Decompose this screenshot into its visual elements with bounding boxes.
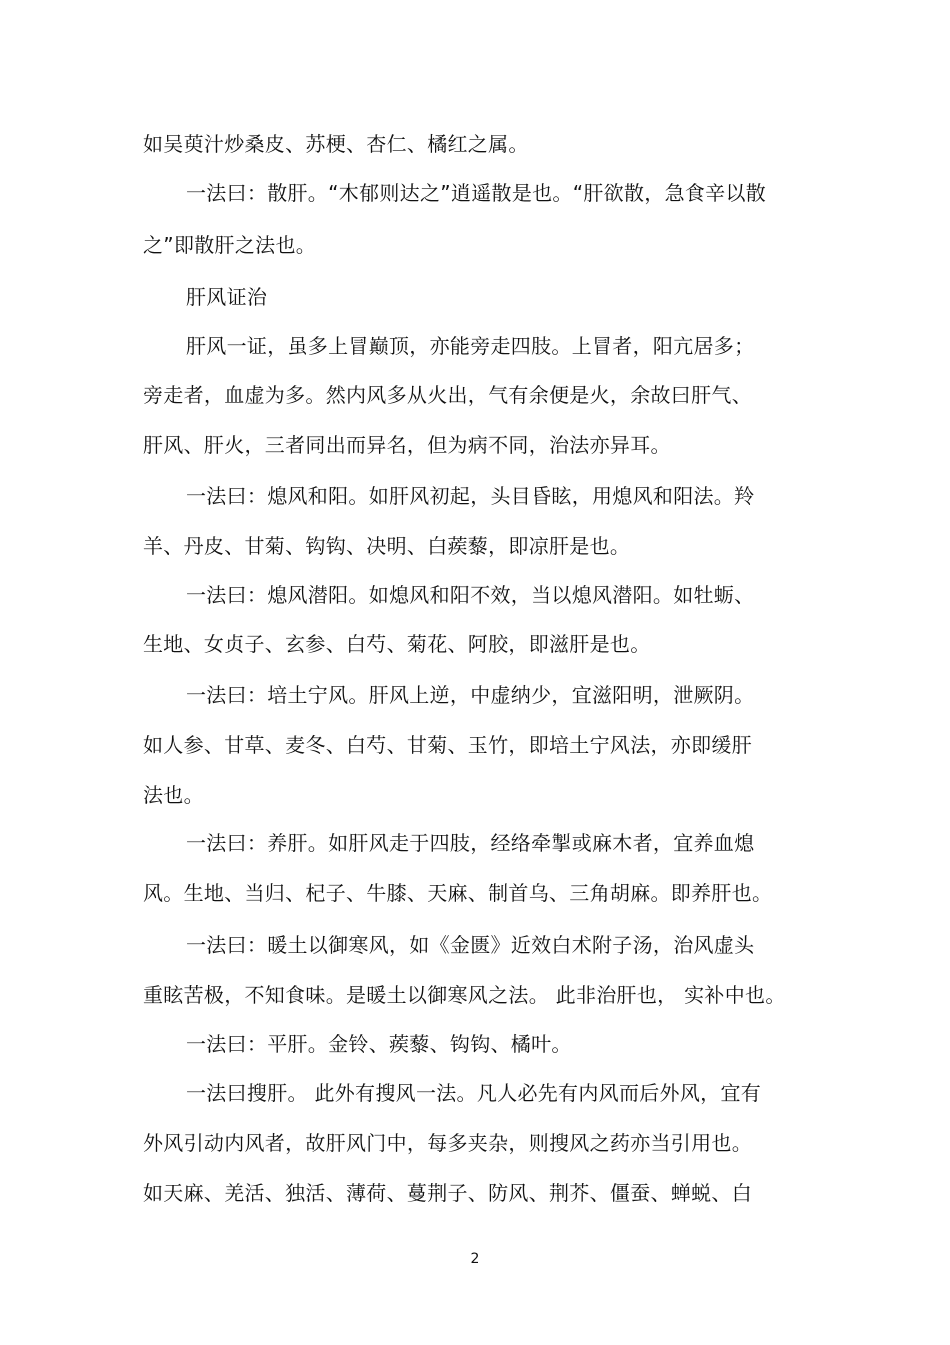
text-line: 如人参、甘草、麦冬、白芍、甘菊、玉竹，即培土宁风法，亦即缓肝: [143, 733, 752, 757]
text-line: 生地、女贞子、玄参、白芍、菊花、阿胶，即滋肝是也。: [143, 632, 651, 656]
text-line: 一法曰：散肝。“木郁则达之”逍遥散是也。“肝欲散，急食辛以散: [186, 181, 767, 205]
text-line: 一法曰：熄风潜阳。如熄风和阳不效，当以熄风潜阳。如牡蛎、: [186, 583, 755, 607]
section-heading: 肝风证治: [186, 285, 268, 309]
text-line: 一法曰：暖土以御寒风，如《金匮》近效白术附子汤，治风虚头: [186, 933, 755, 957]
text-line: 风。生地、当归、杞子、牛膝、天麻、制首乌、三角胡麻。即养肝也。: [143, 881, 773, 905]
text-line: 肝风、肝火，三者同出而异名，但为病不同，治法亦异耳。: [143, 433, 671, 457]
text-line: 肝风一证，虽多上冒巅顶，亦能旁走四肢。上冒者，阳亢居多；: [186, 334, 755, 358]
text-line: 如天麻、羌活、独活、薄荷、蔓荆子、防风、荆芥、僵蚕、蝉蜕、白: [143, 1181, 752, 1205]
text-line: 法也。: [143, 783, 204, 807]
page-number: 2: [470, 1251, 480, 1267]
text-line: 一法曰：平肝。金铃、蒺藜、钩钩、橘叶。: [186, 1032, 572, 1056]
text-line: 如吴萸汁炒桑皮、苏梗、杏仁、橘红之属。: [143, 132, 529, 156]
text-line: 一法曰：熄风和阳。如肝风初起，头目昏眩，用熄风和阳法。羚: [186, 484, 755, 508]
text-line: 之”即散肝之法也。: [143, 233, 317, 257]
text-line: 一法曰：培土宁风。肝风上逆，中虚纳少，宜滋阳明，泄厥阴。: [186, 683, 755, 707]
text-line: 羊、丹皮、甘菊、钩钩、决明、白蒺藜，即凉肝是也。: [143, 534, 631, 558]
text-line: 旁走者，血虚为多。然内风多从火出，气有余便是火，余故曰肝气、: [143, 383, 752, 407]
text-line: 一法曰搜肝。 此外有搜风一法。凡人必先有内风而后外风，宜有: [186, 1081, 762, 1105]
text-line: 外风引动内风者，故肝风门中，每多夹杂，则搜风之药亦当引用也。: [143, 1131, 752, 1155]
text-line: 重眩苦极，不知食味。是暖土以御寒风之法。 此非治肝也， 实补中也。: [143, 983, 786, 1007]
text-line: 一法曰：养肝。如肝风走于四肢，经络牵掣或麻木者，宜养血熄: [186, 831, 755, 855]
